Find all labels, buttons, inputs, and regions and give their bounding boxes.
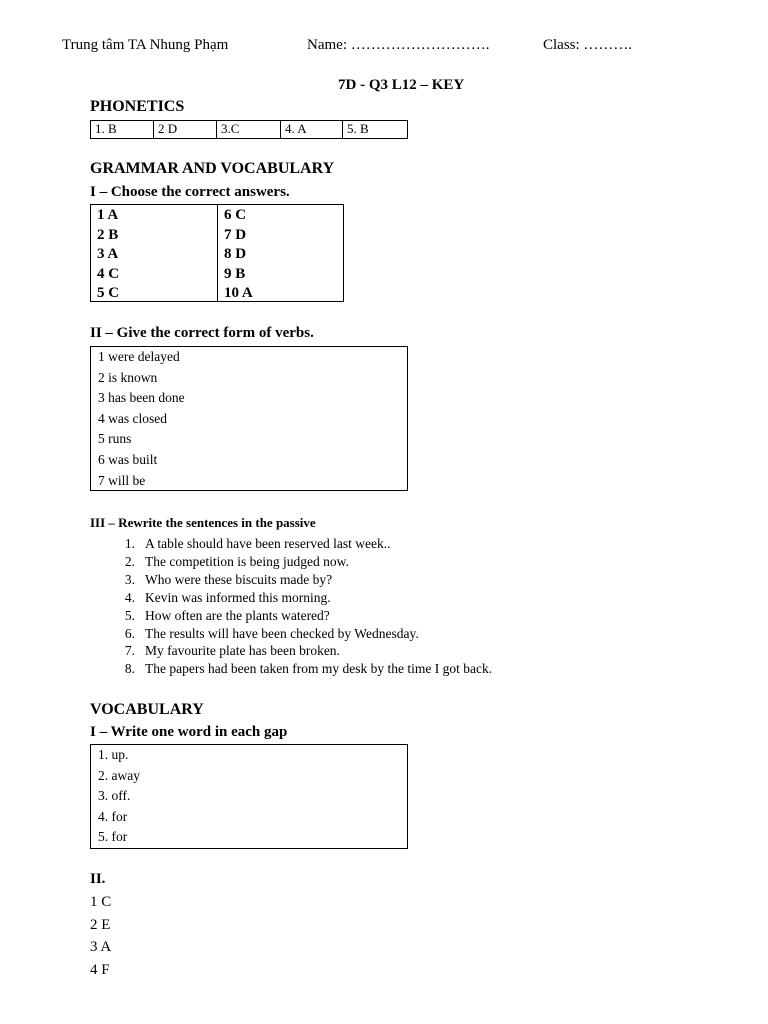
list-number: 8. bbox=[124, 661, 135, 677]
answer-item: 4 F bbox=[90, 961, 110, 978]
list-number: 2. bbox=[124, 553, 135, 569]
list-text: The results will have been checked by Wednesday. bbox=[145, 625, 419, 641]
list-item bbox=[110, 642, 492, 660]
list-item bbox=[110, 589, 492, 607]
phonetics-answer: 3.C bbox=[217, 121, 281, 138]
list-item bbox=[110, 607, 492, 625]
vocabulary-part1-answer-box bbox=[90, 744, 408, 849]
grammar-part2-heading: II – Give the correct form of verbs. bbox=[90, 325, 314, 341]
list-item bbox=[110, 553, 492, 571]
answer-column-left bbox=[91, 205, 218, 301]
answer-item: 2 is known bbox=[98, 369, 158, 385]
phonetics-answer: 2 D bbox=[154, 121, 217, 138]
answer-item: 6 was built bbox=[98, 451, 158, 467]
list-text: The papers had been taken from my desk by the time I got back. bbox=[145, 661, 493, 677]
answer-item: 5. for bbox=[98, 829, 128, 845]
answer-item: 4 was closed bbox=[98, 410, 167, 426]
list-item bbox=[110, 625, 492, 643]
answer-column-right bbox=[218, 205, 253, 301]
answer-item: 3. off. bbox=[98, 788, 131, 804]
grammar-part3-heading: III – Rewrite the sentences in the passive bbox=[90, 515, 316, 530]
grammar-heading: GRAMMAR AND VOCABULARY bbox=[90, 160, 335, 177]
list-item bbox=[110, 535, 492, 553]
answer-item: 4 C bbox=[97, 265, 120, 282]
phonetics-answer: 4. A bbox=[281, 121, 343, 138]
answer-item: 5 C bbox=[97, 285, 120, 301]
list-text: My favourite plate has been broken. bbox=[145, 643, 340, 659]
answer-item: 10 A bbox=[224, 285, 253, 301]
answer-item: 3 A bbox=[90, 939, 112, 955]
name-field-label: Name: ………………………. bbox=[307, 37, 490, 53]
answer-item: 1 A bbox=[97, 207, 119, 223]
vocabulary-heading: VOCABULARY bbox=[90, 701, 204, 718]
vocabulary-part2-heading: II. bbox=[90, 871, 106, 887]
answer-item: 3 A bbox=[97, 246, 119, 262]
vocabulary-part1-heading: I – Write one word in each gap bbox=[90, 724, 288, 740]
page-title: 7D - Q3 L12 – KEY bbox=[338, 77, 465, 93]
phonetics-heading: PHONETICS bbox=[90, 98, 185, 115]
list-number: 6. bbox=[124, 625, 135, 641]
answer-item: 8 D bbox=[224, 246, 247, 262]
list-text: Who were these biscuits made by? bbox=[145, 571, 333, 587]
answer-item: 1 C bbox=[90, 894, 112, 910]
phonetics-answer: 5. B bbox=[347, 121, 369, 136]
list-text: How often are the plants watered? bbox=[145, 607, 330, 623]
answer-item: 7 D bbox=[224, 226, 247, 243]
grammar-part1-answer-table bbox=[90, 204, 344, 302]
list-item bbox=[110, 660, 492, 678]
answer-item: 5 runs bbox=[98, 431, 132, 447]
list-number: 1. bbox=[124, 536, 135, 551]
answer-item: 1 were delayed bbox=[98, 349, 180, 364]
answer-item: 7 will be bbox=[98, 472, 146, 488]
class-field-label: Class: ………. bbox=[543, 37, 633, 53]
answer-item: 1. up. bbox=[98, 747, 129, 762]
answer-item: 3 has been done bbox=[98, 390, 185, 406]
vocabulary-part2-answers bbox=[90, 891, 111, 981]
list-number: 5. bbox=[124, 607, 135, 623]
list-item bbox=[110, 571, 492, 589]
list-number: 3. bbox=[124, 571, 135, 587]
answer-item: 2. away bbox=[98, 767, 140, 783]
answer-item: 2 B bbox=[97, 226, 119, 243]
list-number: 4. bbox=[124, 589, 135, 605]
grammar-part2-answer-box bbox=[90, 346, 408, 491]
list-text: Kevin was informed this morning. bbox=[145, 589, 331, 605]
list-text: A table should have been reserved last week.. bbox=[145, 536, 391, 551]
phonetics-answer-table bbox=[90, 120, 408, 139]
center-name: Trung tâm TA Nhung Phạm bbox=[62, 37, 229, 53]
answer-item: 6 C bbox=[224, 207, 247, 223]
phonetics-answer: 1. B bbox=[91, 121, 154, 138]
list-text: The competition is being judged now. bbox=[145, 553, 349, 569]
answer-item: 9 B bbox=[224, 265, 246, 282]
grammar-part1-heading: I – Choose the correct answers. bbox=[90, 184, 290, 200]
passive-sentences-list bbox=[110, 535, 492, 678]
list-number: 7. bbox=[124, 643, 135, 659]
answer-item: 2 E bbox=[90, 916, 111, 933]
answer-item: 4. for bbox=[98, 808, 128, 824]
